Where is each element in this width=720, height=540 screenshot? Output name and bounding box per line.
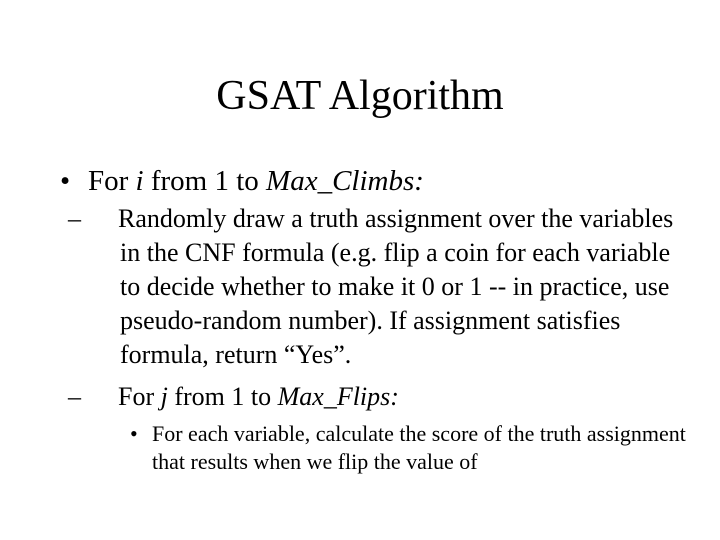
- sub-sub-bullet-score: [130, 420, 692, 476]
- score-text: For each variable, calculate the score of the truth assignment that results when we flip the value of: [152, 421, 686, 474]
- sub-bullet-text-for: For: [118, 382, 161, 411]
- sub-bullet-random-assignment: [68, 202, 684, 372]
- loop-variable-i: i: [135, 165, 144, 197]
- max-flips-term: Max_Flips:: [277, 382, 399, 411]
- slide-title: GSAT Algorithm: [216, 73, 504, 119]
- random-assignment-text: Randomly draw a truth assignment over the variables in the CNF formula (e.g. flip a coin for each variable to decide whether to make it 0 or 1 -- in practice, use pseudo-random number). If assignment satisfies formula, return “Yes”.: [118, 204, 674, 369]
- loop-variable-j: j: [160, 382, 168, 411]
- bullet-for-i: [60, 160, 680, 202]
- dash-marker: –: [68, 382, 81, 411]
- sub-bullet-for-j: [68, 380, 684, 414]
- bullet-text-from: from 1 to: [143, 165, 267, 197]
- bullet-text-for: For: [88, 165, 136, 197]
- dash-marker: –: [68, 204, 81, 233]
- max-climbs-term: Max_Climbs:: [266, 165, 424, 197]
- sub-bullet-text-from: from 1 to: [167, 382, 278, 411]
- bullet-marker: •: [130, 421, 138, 446]
- bullet-marker: •: [60, 165, 71, 197]
